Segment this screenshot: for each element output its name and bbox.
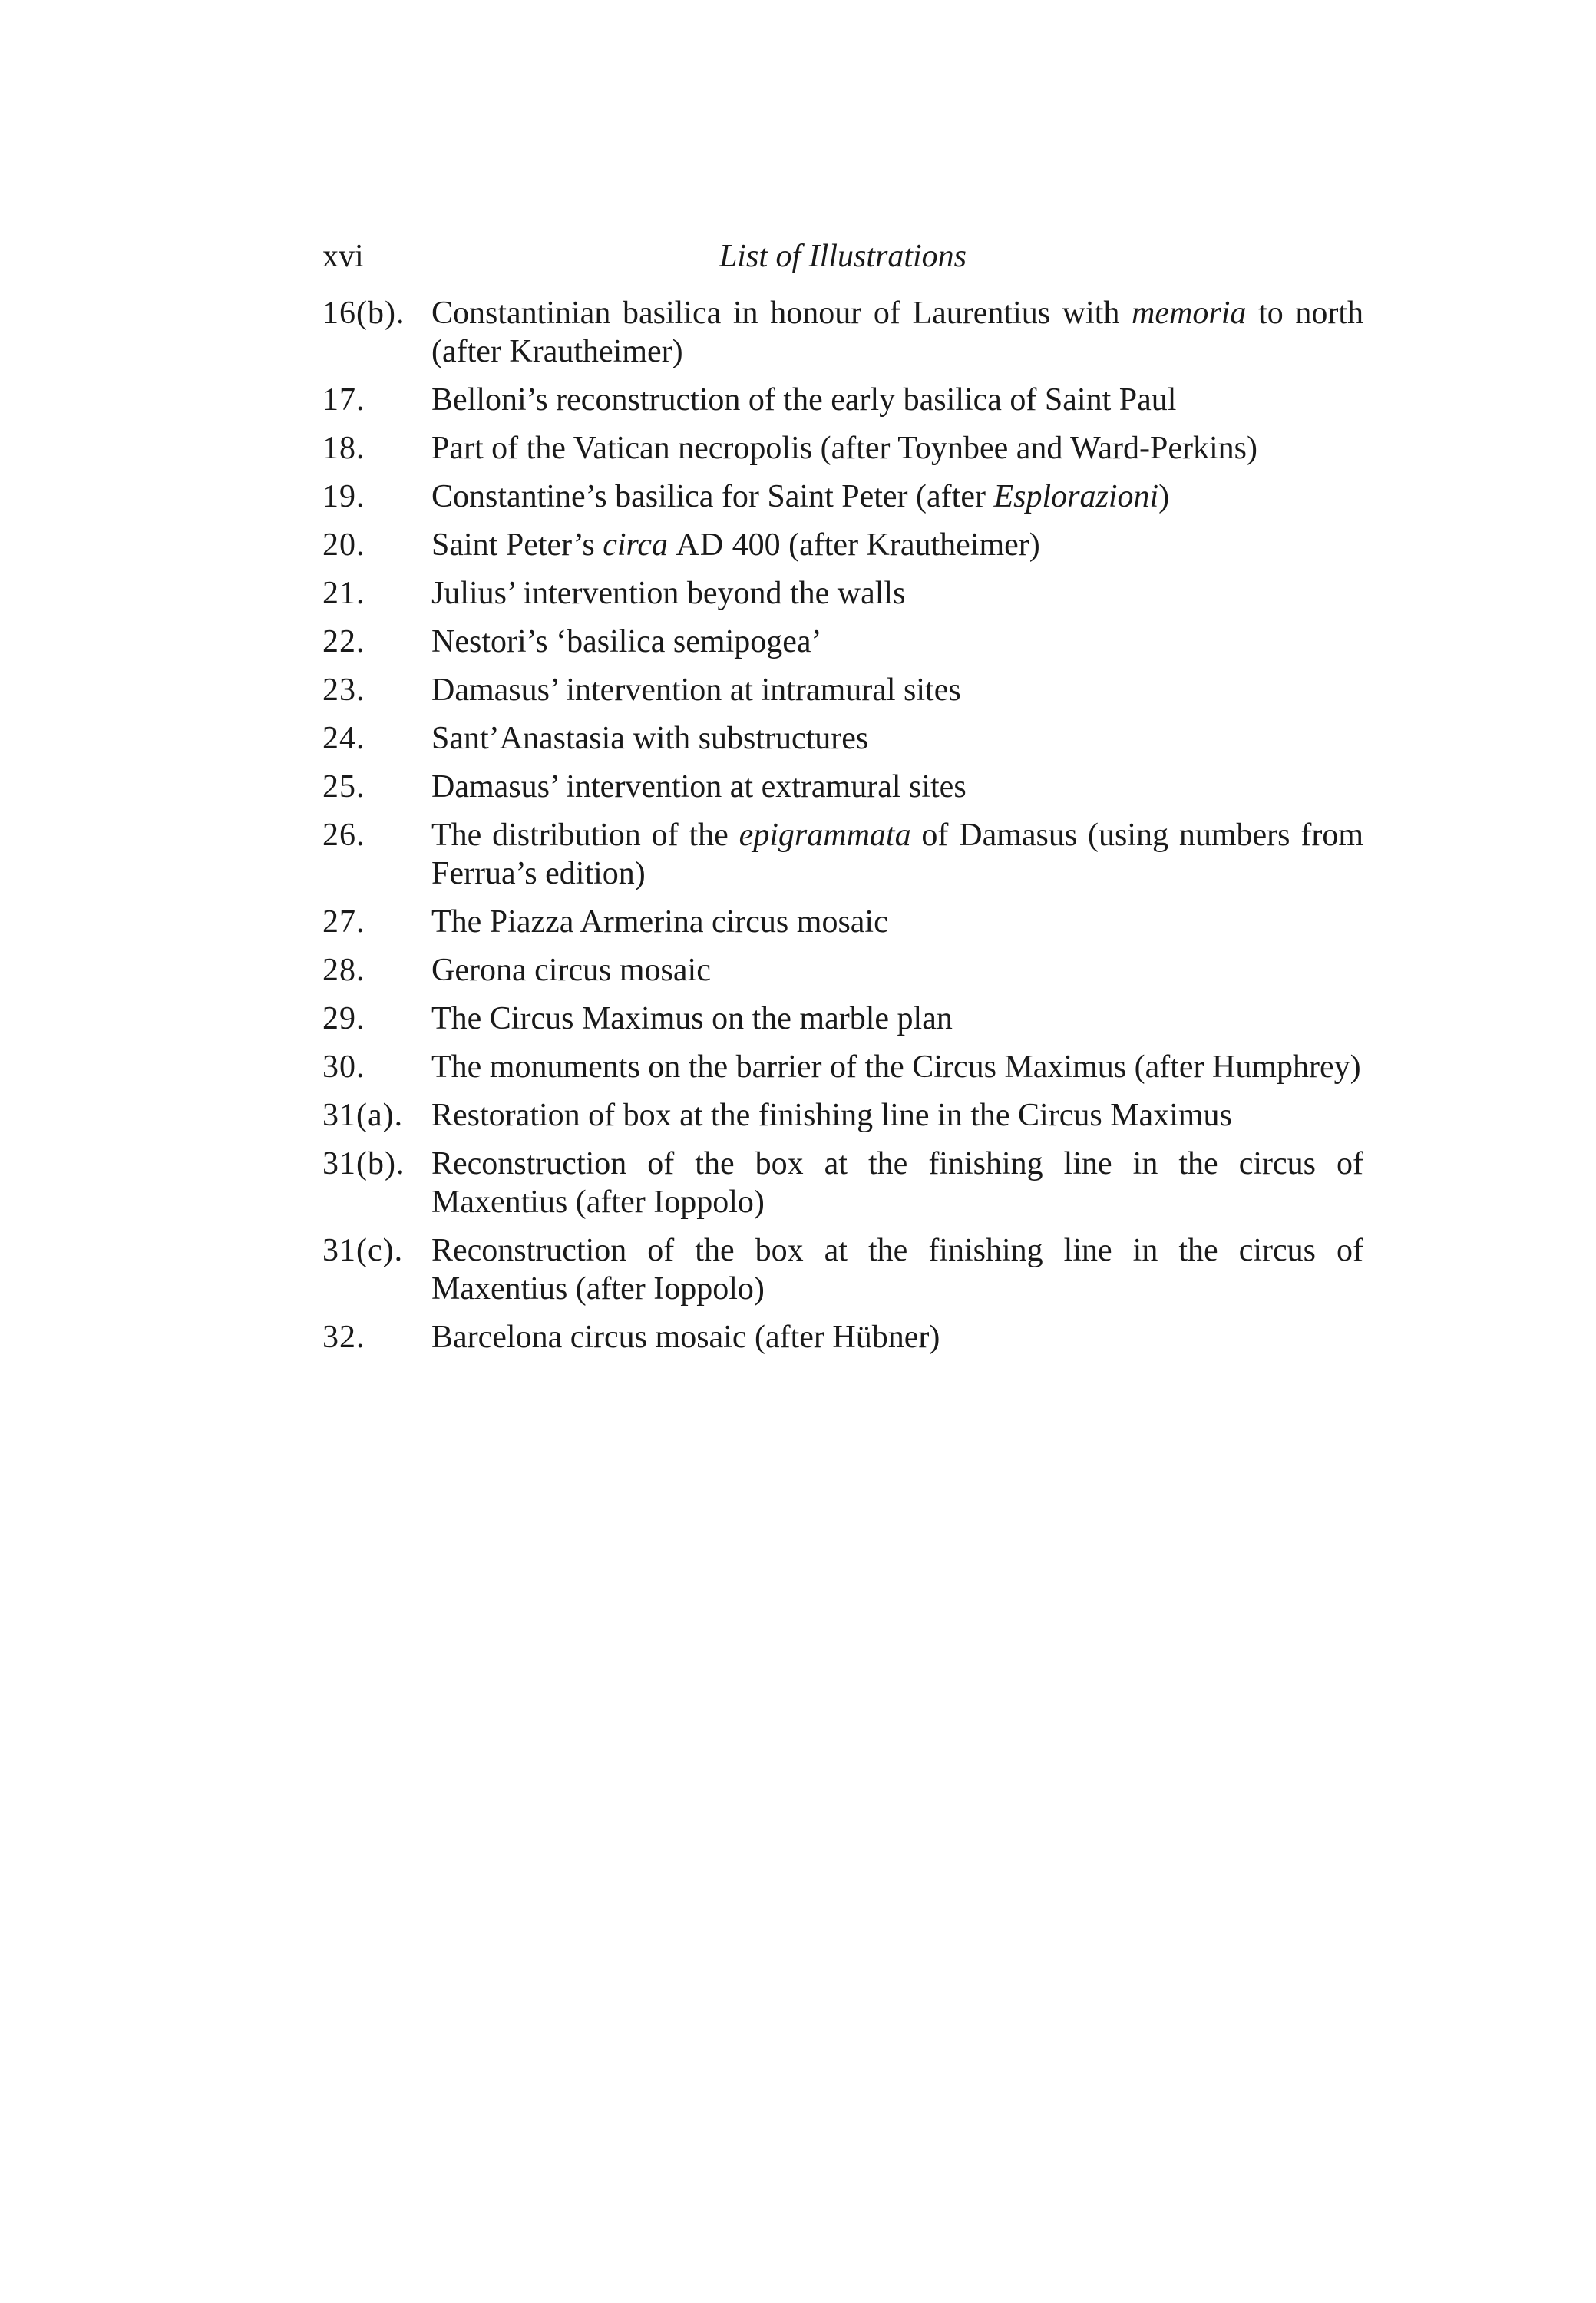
entry-caption: Reconstruction of the box at the finishing line in the circus of Maxentius (after Ioppolo) — [431, 1146, 1363, 1220]
list-item — [322, 574, 1363, 613]
entry-number: 24. — [322, 721, 365, 756]
illustration-list — [322, 294, 1363, 1366]
entry-number: 21. — [322, 576, 365, 611]
list-item — [322, 1145, 1363, 1221]
entry-caption: Constantinian basilica in honour of Laurentius with memoria to north (after Krautheimer) — [431, 296, 1363, 369]
entry-caption: Belloni’s reconstruction of the early basilica of Saint Paul — [431, 382, 1177, 418]
entry-number: 19. — [322, 479, 365, 514]
page-number: xvi — [322, 239, 364, 274]
entry-caption: The Piazza Armerina circus mosaic — [431, 904, 888, 940]
list-item — [322, 623, 1363, 661]
list-item — [322, 816, 1363, 893]
list-item — [322, 1000, 1363, 1038]
entry-number: 31(b). — [322, 1146, 405, 1181]
running-title: List of Illustrations — [719, 239, 967, 274]
entry-number: 20. — [322, 527, 365, 563]
list-item — [322, 429, 1363, 468]
entry-number: 31(c). — [322, 1233, 404, 1268]
list-item — [322, 526, 1363, 564]
list-item — [322, 671, 1363, 709]
list-item — [322, 768, 1363, 806]
entry-number: 27. — [322, 904, 365, 940]
entry-caption: Damasus’ intervention at intramural sites — [431, 672, 961, 708]
entry-caption: The Circus Maximus on the marble plan — [431, 1001, 953, 1036]
entry-number: 22. — [322, 624, 365, 659]
list-item — [322, 477, 1363, 516]
entry-number: 25. — [322, 769, 365, 805]
list-item — [322, 1048, 1363, 1086]
entry-caption: Saint Peter’s circa AD 400 (after Krautheimer) — [431, 527, 1040, 563]
list-item — [322, 294, 1363, 371]
entry-caption: Sant’Anastasia with substructures — [431, 721, 869, 756]
entry-caption: The monuments on the barrier of the Circus Maximus (after Humphrey) — [431, 1049, 1361, 1085]
entry-number: 23. — [322, 672, 365, 708]
entry-number: 31(a). — [322, 1098, 404, 1133]
entry-caption: Restoration of box at the finishing line in the Circus Maximus — [431, 1098, 1232, 1133]
list-item — [322, 951, 1363, 990]
entry-number: 26. — [322, 818, 365, 853]
entry-caption: The distribution of the epigrammata of Damasus (using numbers from Ferrua’s edition) — [431, 818, 1363, 891]
entry-number: 30. — [322, 1049, 365, 1085]
list-item — [322, 381, 1363, 419]
list-item — [322, 1231, 1363, 1308]
entry-number: 18. — [322, 431, 365, 466]
list-item — [322, 903, 1363, 941]
entry-number: 16(b). — [322, 296, 405, 331]
entry-caption: Gerona circus mosaic — [431, 953, 711, 988]
entry-number: 17. — [322, 382, 365, 418]
entry-caption: Constantine’s basilica for Saint Peter (after Esplorazioni) — [431, 479, 1170, 514]
entry-caption: Damasus’ intervention at extramural sites — [431, 769, 967, 805]
entry-number: 32. — [322, 1320, 365, 1355]
entry-number: 28. — [322, 953, 365, 988]
list-item — [322, 1318, 1363, 1356]
entry-caption: Part of the Vatican necropolis (after Toynbee and Ward-Perkins) — [431, 431, 1258, 466]
entry-caption: Julius’ intervention beyond the walls — [431, 576, 906, 611]
entry-number: 29. — [322, 1001, 365, 1036]
entry-caption: Barcelona circus mosaic (after Hübner) — [431, 1320, 940, 1355]
list-item — [322, 719, 1363, 758]
entry-caption: Nestori’s ‘basilica semipogea’ — [431, 624, 822, 659]
list-item — [322, 1096, 1363, 1135]
entry-caption: Reconstruction of the box at the finishing line in the circus of Maxentius (after Ioppolo) — [431, 1233, 1363, 1307]
page-header — [322, 233, 1363, 279]
